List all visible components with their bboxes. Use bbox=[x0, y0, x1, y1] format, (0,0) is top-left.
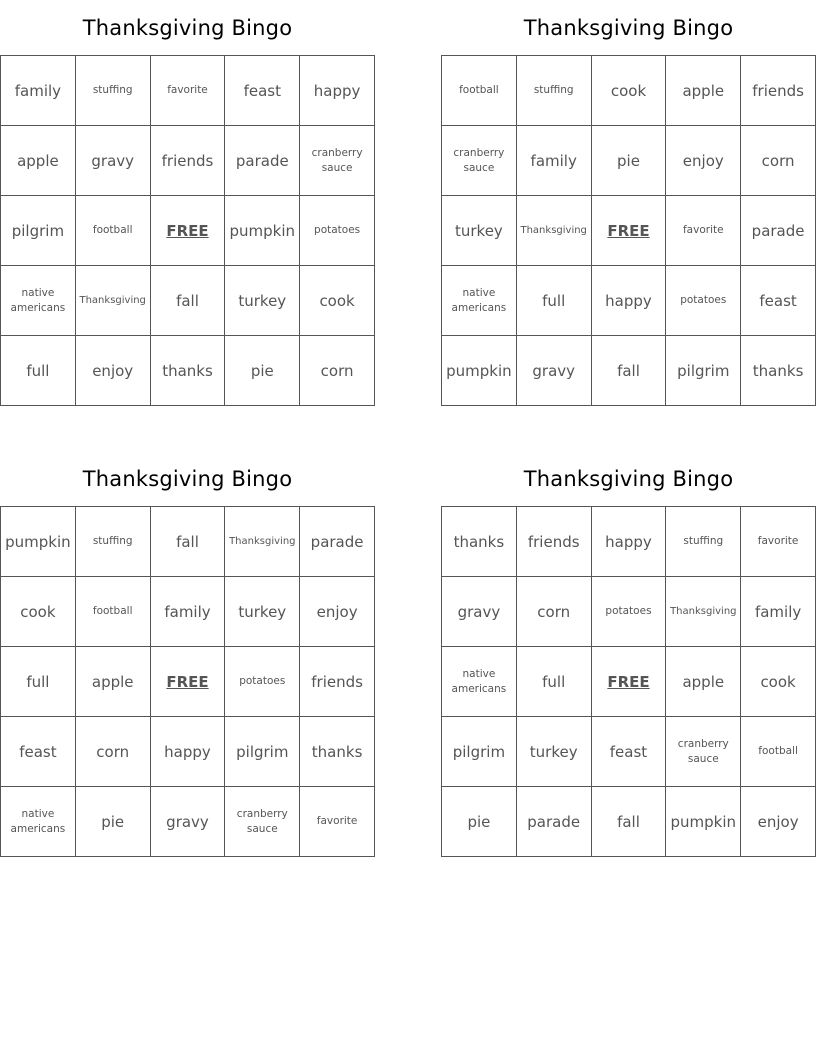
card-title: Thanksgiving Bingo bbox=[523, 16, 734, 40]
bingo-cell: full bbox=[517, 266, 592, 336]
bingo-cell: cook bbox=[1, 577, 76, 647]
free-space: FREE bbox=[592, 196, 667, 266]
bingo-cell: parade bbox=[517, 787, 592, 857]
bingo-cell: native americans bbox=[442, 266, 517, 336]
bingo-cell: cranberry sauce bbox=[666, 717, 741, 787]
bingo-cell: thanks bbox=[741, 336, 816, 406]
bingo-cell: stuffing bbox=[76, 507, 151, 577]
bingo-cell: fall bbox=[151, 507, 226, 577]
bingo-cell: gravy bbox=[517, 336, 592, 406]
bingo-cell: favorite bbox=[666, 196, 741, 266]
bingo-cell: enjoy bbox=[76, 336, 151, 406]
bingo-cell: football bbox=[76, 577, 151, 647]
bingo-cell: cranberry sauce bbox=[442, 126, 517, 196]
bingo-cell: enjoy bbox=[666, 126, 741, 196]
bingo-cell: pumpkin bbox=[666, 787, 741, 857]
bingo-cell: potatoes bbox=[225, 647, 300, 717]
bingo-cell: cranberry sauce bbox=[225, 787, 300, 857]
bingo-cell: fall bbox=[151, 266, 226, 336]
bingo-cell: stuffing bbox=[76, 56, 151, 126]
free-space: FREE bbox=[592, 647, 667, 717]
bingo-cell: fall bbox=[592, 787, 667, 857]
bingo-card-3 bbox=[0, 451, 375, 857]
bingo-cell: friends bbox=[300, 647, 375, 717]
bingo-cell: feast bbox=[592, 717, 667, 787]
bingo-cell: family bbox=[1, 56, 76, 126]
bingo-cell: family bbox=[151, 577, 226, 647]
bingo-cell: corn bbox=[741, 126, 816, 196]
bingo-cell: stuffing bbox=[517, 56, 592, 126]
bingo-cell: pilgrim bbox=[442, 717, 517, 787]
bingo-grid bbox=[0, 55, 375, 406]
bingo-cell: favorite bbox=[741, 507, 816, 577]
bingo-cell: thanks bbox=[151, 336, 226, 406]
bingo-cell: pie bbox=[442, 787, 517, 857]
bingo-cell: enjoy bbox=[741, 787, 816, 857]
bingo-cell: apple bbox=[666, 647, 741, 717]
bingo-cell: potatoes bbox=[592, 577, 667, 647]
card-title: Thanksgiving Bingo bbox=[82, 467, 293, 491]
bingo-cell: corn bbox=[300, 336, 375, 406]
bingo-cell: full bbox=[517, 647, 592, 717]
bingo-cell: parade bbox=[225, 126, 300, 196]
bingo-cell: pilgrim bbox=[666, 336, 741, 406]
bingo-cell: potatoes bbox=[666, 266, 741, 336]
card-title: Thanksgiving Bingo bbox=[523, 467, 734, 491]
bingo-cell: turkey bbox=[225, 577, 300, 647]
bingo-card-1 bbox=[0, 0, 375, 406]
bingo-cell: cook bbox=[741, 647, 816, 717]
bingo-cell: pumpkin bbox=[225, 196, 300, 266]
bingo-cell: favorite bbox=[151, 56, 226, 126]
bingo-cell: cranberry sauce bbox=[300, 126, 375, 196]
bingo-grid bbox=[441, 506, 816, 857]
bingo-cell: Thanksgiving bbox=[76, 266, 151, 336]
bingo-cell: Thanksgiving bbox=[225, 507, 300, 577]
bingo-grid bbox=[441, 55, 816, 406]
bingo-card-2 bbox=[441, 0, 816, 406]
bingo-cell: happy bbox=[592, 507, 667, 577]
bingo-cell: happy bbox=[151, 717, 226, 787]
bingo-cell: happy bbox=[592, 266, 667, 336]
bingo-cell: parade bbox=[741, 196, 816, 266]
bingo-cell: friends bbox=[517, 507, 592, 577]
bingo-cell: full bbox=[1, 336, 76, 406]
bingo-cell: football bbox=[442, 56, 517, 126]
bingo-cell: cook bbox=[300, 266, 375, 336]
bingo-cell: native americans bbox=[1, 787, 76, 857]
bingo-cell: native americans bbox=[1, 266, 76, 336]
bingo-cell: turkey bbox=[225, 266, 300, 336]
bingo-cell: fall bbox=[592, 336, 667, 406]
bingo-cell: feast bbox=[225, 56, 300, 126]
bingo-cell: apple bbox=[76, 647, 151, 717]
bingo-cell: pilgrim bbox=[1, 196, 76, 266]
bingo-cell: corn bbox=[517, 577, 592, 647]
bingo-cell: family bbox=[741, 577, 816, 647]
bingo-cell: happy bbox=[300, 56, 375, 126]
bingo-cell: friends bbox=[151, 126, 226, 196]
bingo-cell: thanks bbox=[300, 717, 375, 787]
bingo-cell: potatoes bbox=[300, 196, 375, 266]
free-space: FREE bbox=[151, 196, 226, 266]
bingo-cell: apple bbox=[666, 56, 741, 126]
bingo-cell: corn bbox=[76, 717, 151, 787]
bingo-cell: feast bbox=[1, 717, 76, 787]
bingo-cell: cook bbox=[592, 56, 667, 126]
bingo-cell: turkey bbox=[442, 196, 517, 266]
bingo-cell: gravy bbox=[76, 126, 151, 196]
bingo-cell: pumpkin bbox=[1, 507, 76, 577]
bingo-cell: Thanksgiving bbox=[666, 577, 741, 647]
bingo-cell: pilgrim bbox=[225, 717, 300, 787]
bingo-cell: football bbox=[76, 196, 151, 266]
bingo-cell: pie bbox=[225, 336, 300, 406]
bingo-cell: pie bbox=[592, 126, 667, 196]
bingo-cell: football bbox=[741, 717, 816, 787]
bingo-cell: apple bbox=[1, 126, 76, 196]
bingo-cell: enjoy bbox=[300, 577, 375, 647]
bingo-cell: Thanksgiving bbox=[517, 196, 592, 266]
free-space: FREE bbox=[151, 647, 226, 717]
bingo-cell: gravy bbox=[151, 787, 226, 857]
bingo-cell: friends bbox=[741, 56, 816, 126]
bingo-cell: stuffing bbox=[666, 507, 741, 577]
bingo-cell: feast bbox=[741, 266, 816, 336]
bingo-grid bbox=[0, 506, 375, 857]
bingo-cell: full bbox=[1, 647, 76, 717]
bingo-cell: pie bbox=[76, 787, 151, 857]
bingo-cell: pumpkin bbox=[442, 336, 517, 406]
bingo-cell: native americans bbox=[442, 647, 517, 717]
card-title: Thanksgiving Bingo bbox=[82, 16, 293, 40]
bingo-card-4 bbox=[441, 451, 816, 857]
bingo-cell: family bbox=[517, 126, 592, 196]
bingo-cell: favorite bbox=[300, 787, 375, 857]
bingo-cell: parade bbox=[300, 507, 375, 577]
bingo-cell: gravy bbox=[442, 577, 517, 647]
bingo-cell: turkey bbox=[517, 717, 592, 787]
bingo-cell: thanks bbox=[442, 507, 517, 577]
